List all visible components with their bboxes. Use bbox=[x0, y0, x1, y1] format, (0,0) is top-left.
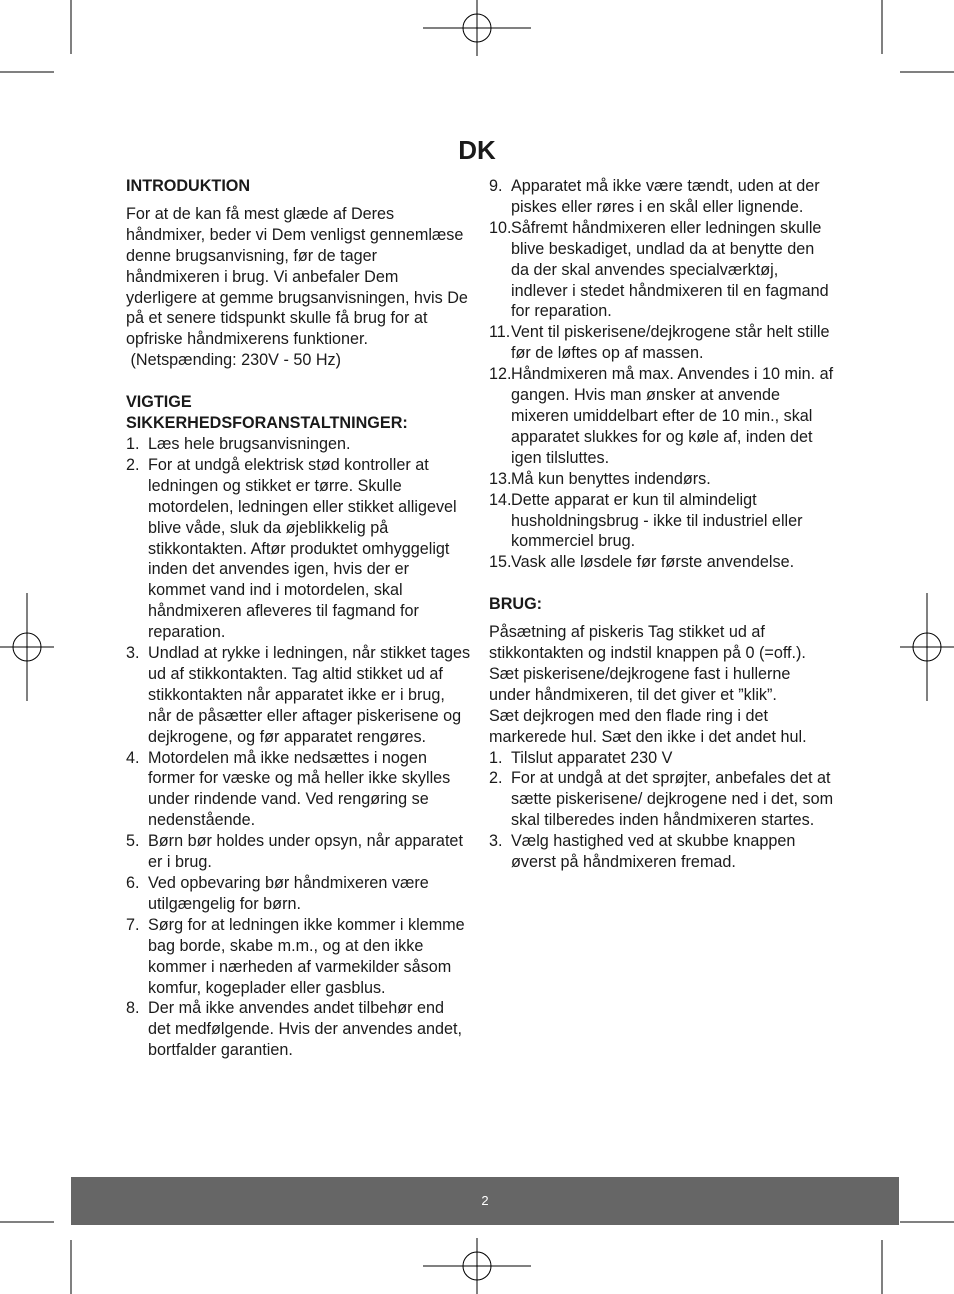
item-number: 6. bbox=[126, 874, 140, 892]
item-text: Såfremt håndmixeren eller ledningen skulle blive beskadiget, undlad da at benytte den da der skal anvendes specialværktøj, indlever i stedet håndmixeren til en fagmand for reparation. bbox=[511, 218, 829, 321]
usage-list bbox=[489, 748, 834, 873]
item-text: Motordelen må ikke nedsættes i nogen former for væske og må heller ikke skylles under rindende vand. Ved rengøring se nedenstående. bbox=[148, 748, 451, 830]
item-text: Vask alle løsdele før første anvendelse. bbox=[511, 553, 795, 572]
item-number: 7. bbox=[126, 915, 140, 934]
item-number: 3. bbox=[489, 832, 503, 851]
language-heading: DK bbox=[458, 135, 496, 165]
usage-heading: BRUG: bbox=[489, 595, 543, 614]
item-text: Apparatet må ikke være tændt, uden at der piskes eller røres i en skål eller lignende. bbox=[511, 177, 820, 216]
list-item bbox=[489, 831, 834, 873]
list-item bbox=[489, 768, 834, 831]
list-item bbox=[489, 552, 834, 573]
item-number: 5. bbox=[126, 832, 140, 851]
item-number: 3. bbox=[126, 644, 140, 663]
item-text: Vent til piskerisene/dejkrogene står helt stille før de løftes op af massen. bbox=[511, 323, 830, 363]
item-number: 15. bbox=[489, 553, 512, 572]
item-text: Undlad at rykke i ledningen, når stikket tages ud af stikkontakten. Tag altid stikket ud af stikkontakten når apparatet ikke er i brug, når de påsætter eller aftager piskerisene og dejkrogene, og før apparatet rengøres. bbox=[148, 644, 471, 746]
item-number: 9. bbox=[489, 177, 503, 195]
usage-paragraph-1: Påsætning af piskeris Tag stikket ud af stikkontakten og indstil knappen på 0 (=off.). Sæt piskerisene/dejkrogene fast i hullerne under håndmixeren, til det giver et ”klik”. bbox=[489, 623, 806, 704]
item-text: Sørg for at ledningen ikke kommer i klemme bag borde, skabe m.m., og at den ikke kommer i nærheden af varmekilder såsom komfur, kogeplader eller gasblus. bbox=[148, 915, 465, 997]
list-item bbox=[489, 490, 834, 553]
item-text: Håndmixeren må max. Anvendes i 10 min. af gangen. Hvis man ønsker at anvende mixeren umiddelbart efter de 10 min., skal apparatet slukkes for og køle af, inden det igen tilsluttes. bbox=[511, 365, 834, 467]
usage-paragraph-2: Sæt dejkrogen med den flade ring i det markerede hul. Sæt den ikke i det andet hul. bbox=[489, 706, 807, 746]
list-item bbox=[126, 748, 471, 832]
item-number: 2. bbox=[126, 455, 140, 474]
item-text: For at undgå at det sprøjter, anbefales det at sætte piskerisene/ dejkrogene ned i det, som skal tilberedes inden håndmixeren startes. bbox=[511, 769, 834, 830]
item-number: 12. bbox=[489, 365, 512, 384]
item-text: Må kun benyttes indendørs. bbox=[511, 469, 711, 488]
list-item bbox=[126, 915, 471, 999]
list-item bbox=[489, 218, 834, 323]
item-number: 2. bbox=[489, 769, 503, 788]
registration-target-left bbox=[0, 593, 54, 701]
safety-heading-line1: VIGTIGE bbox=[126, 393, 192, 412]
item-text: Dette apparat er kun til almindeligt husholdningsbrug - ikke til industriel eller kommerciel brug. bbox=[511, 490, 803, 551]
page-number: 2 bbox=[481, 1193, 489, 1208]
list-item bbox=[489, 469, 834, 490]
list-item bbox=[126, 831, 471, 873]
item-number: 11. bbox=[489, 323, 511, 342]
item-number: 8. bbox=[126, 999, 140, 1018]
item-number: 10. bbox=[489, 218, 512, 237]
list-item bbox=[489, 176, 834, 218]
registration-target-right bbox=[900, 593, 954, 701]
list-item bbox=[126, 434, 471, 455]
right-column bbox=[489, 176, 834, 873]
left-column bbox=[126, 176, 471, 1061]
item-text: For at undgå elektrisk stød kontroller at ledningen og stikket er tørre. Skulle motordelen, ledningen eller stikket alligevel blive våde, sluk da øjeblikkelig på stikkontakten. Aftør produktet omhyggeligt inden det anvendes igen, hvis der er kommet vand ind i motordelen, skal håndmixeren afleveres til fagmand for reparation. bbox=[148, 455, 457, 642]
voltage-note: (Netspænding: 230V - 50 Hz) bbox=[126, 351, 342, 370]
list-item bbox=[489, 748, 834, 769]
item-number: 1. bbox=[126, 434, 140, 453]
list-item bbox=[489, 364, 834, 469]
list-item bbox=[126, 643, 471, 748]
safety-heading-line2: SIKKERHEDSFORANSTALTNINGER: bbox=[126, 414, 408, 433]
item-text: Ved opbevaring bør håndmixeren være utilgængelig for børn. bbox=[148, 874, 429, 913]
page-footer bbox=[71, 1177, 899, 1225]
item-number: 4. bbox=[126, 748, 140, 767]
registration-target-bottom bbox=[423, 1238, 531, 1294]
item-text: Der må ikke anvendes andet tilbehør end det medfølgende. Hvis der anvendes andet, bortfalder garantien. bbox=[148, 999, 463, 1060]
item-text: Vælg hastighed ved at skubbe knappen øverst på håndmixeren fremad. bbox=[511, 832, 796, 872]
item-number: 14. bbox=[489, 490, 512, 509]
intro-heading: INTRODUKTION bbox=[126, 177, 251, 195]
safety-list-right bbox=[489, 176, 834, 573]
registration-target-top bbox=[423, 0, 531, 56]
item-text: Tilslut apparatet 230 V bbox=[511, 748, 673, 767]
list-item bbox=[489, 322, 834, 364]
item-number: 1. bbox=[489, 748, 503, 767]
list-item bbox=[126, 455, 471, 643]
list-item bbox=[126, 998, 471, 1061]
item-number: 13. bbox=[489, 469, 512, 488]
intro-text: For at de kan få mest glæde af Deres håndmixer, beder vi Dem venligst gennemlæse denne brugsanvisning, før de tager håndmixeren i brug. Vi anbefaler Dem yderligere at gemme brugsanvisningen, hvis De på et senere tidspunkt skulle få brug for at opfriske håndmixerens funktioner. bbox=[126, 204, 468, 349]
safety-list-left bbox=[126, 434, 471, 1061]
list-item bbox=[126, 873, 471, 915]
item-text: Læs hele brugsanvisningen. bbox=[148, 434, 351, 453]
item-text: Børn bør holdes under opsyn, når apparatet er i brug. bbox=[148, 832, 463, 872]
